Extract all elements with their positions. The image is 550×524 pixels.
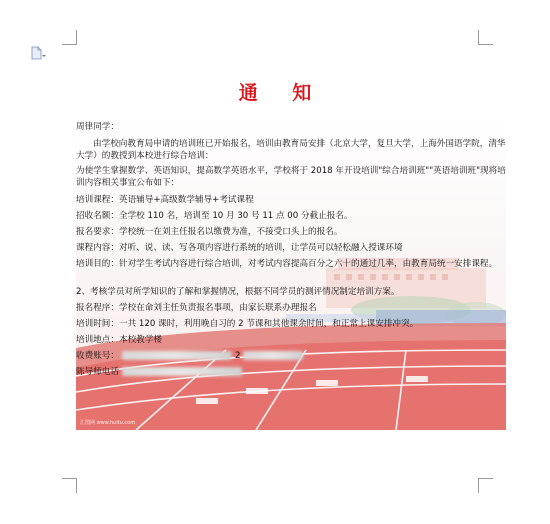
purpose-paragraph: 为使学生掌握数学、英语知识，提高数学英语水平，学校将于 2018 年开设培训"综合培训班""英语培训班"现将培训内容相关事宜公布如下： [76, 166, 506, 188]
item-text: 针对学生考试内容进行综合培训，对考试内容提高百分之六十的通过几率，由教育局统一安排课程。 [118, 259, 498, 269]
list-item [76, 258, 508, 270]
list-item [76, 350, 508, 362]
item-text: 对听、说、读、写各项内容进行系统的培训，让学员可以轻松融入授课环境 [118, 243, 403, 253]
list-item [76, 242, 508, 254]
list-item [76, 226, 508, 238]
redacted-account [243, 351, 303, 360]
document-options-icon[interactable] [30, 46, 46, 60]
page-corner-mark [478, 30, 493, 45]
redacted-phone [122, 367, 242, 376]
item-label: 培训目的： [76, 259, 119, 269]
note-line: 2、考核学员对所学知识的了解和掌握情况，根据不同学员的测评情况制定培训方案。 [76, 287, 400, 297]
list-item [76, 194, 508, 206]
watermark: 汇图网 www.huitu.com [80, 420, 136, 426]
item-label: 报名要求： [76, 227, 119, 237]
notice-title: 通 知 [238, 82, 326, 104]
greeting: 周律同学： [76, 122, 119, 132]
item-text: 英语辅导+高级数学辅导+考试课程 [118, 195, 254, 205]
item-text: 一共 120 课时，利用晚自习的 2 节课和其他课余时间，和正常上课安排冲突。 [118, 319, 419, 329]
item-label: 课程内容： [76, 243, 119, 253]
item-text: 本校教学楼 [118, 335, 162, 345]
item-label: 报名程序： [76, 303, 119, 313]
item-label: 陈导师电话 [76, 367, 119, 377]
item-label: 培训课程： [76, 195, 119, 205]
item-label: 招收名额： [76, 211, 119, 221]
page-corner-mark [62, 478, 77, 493]
page-corner-mark [478, 478, 493, 493]
item-text: 学校在命刘主任负责报名事项，由家长联系办理报名 [118, 303, 317, 313]
list-item [76, 334, 508, 346]
item-label: 培训时间： [76, 319, 119, 329]
item-label: 培训地点： [76, 335, 119, 345]
item-text: 2 [234, 351, 241, 361]
list-item [76, 366, 508, 378]
page-corner-mark [62, 30, 77, 45]
list-item [76, 302, 508, 314]
redacted-account [122, 351, 232, 360]
item-text: 学校统一在刘主任报名以缴费为准，不接受口头上的报名。 [118, 227, 343, 237]
intro-paragraph: 由学校向教育局申请的培训班已开始报名，培训由教育局安排（北京大学，复旦大学，上海外国语学院，清华大学）的教授到本校进行综合培训： [76, 139, 506, 161]
item-text: 全学校 110 名，培训至 10 月 30 号 11 点 00 分截止报名。 [118, 211, 353, 221]
list-item [76, 318, 508, 330]
item-label: 收费账号： [76, 351, 119, 361]
list-item [76, 210, 508, 222]
